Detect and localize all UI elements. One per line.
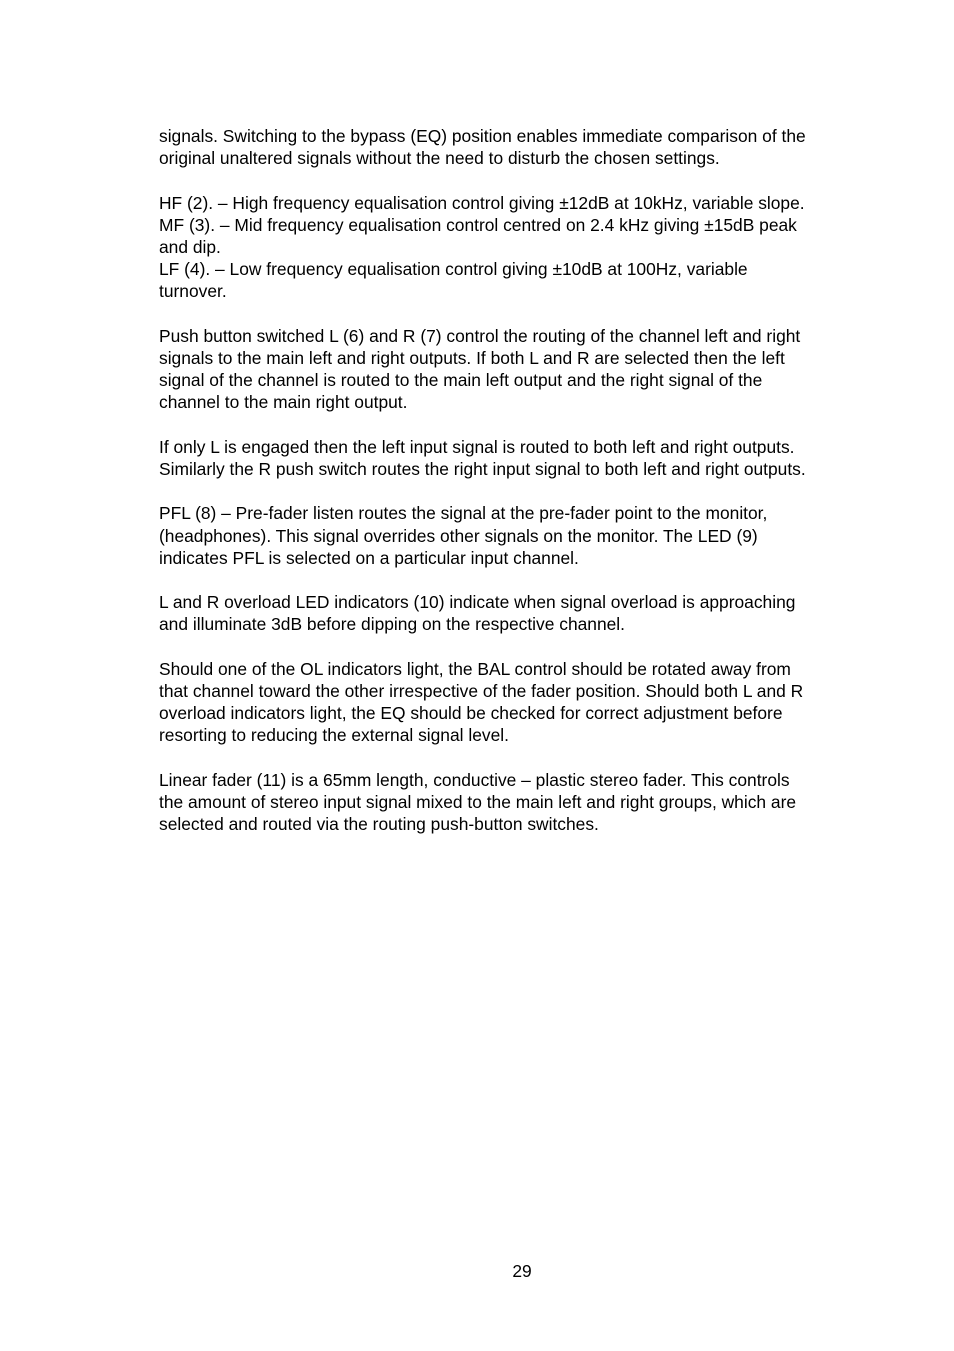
text-line: LF (4). – Low frequency equalisation control giving ±10dB at 100Hz, variable [159, 259, 748, 280]
text-line: Push button switched L (6) and R (7) control the routing of the channel left and right [159, 325, 801, 346]
text-line: If only L is engaged then the left input signal is routed to both left and right outputs. [159, 436, 795, 457]
text-line: MF (3). – Mid frequency equalisation control centred on 2.4 kHz giving ±15dB peak [159, 214, 797, 235]
text-line: Similarly the R push switch routes the right input signal to both left and right outputs. [159, 459, 806, 479]
paragraph-linear-fader [159, 769, 889, 836]
text-line: indicates PFL is selected on a particular input channel. [159, 547, 579, 568]
text-line: PFL (8) – Pre-fader listen routes the signal at the pre-fader point to the monitor, [159, 503, 768, 524]
paragraph-single-routing [159, 436, 889, 480]
text-line: L and R overload LED indicators (10) indicate when signal overload is approaching [159, 592, 796, 613]
page-number: 29 [512, 1261, 532, 1281]
body-text [159, 125, 889, 858]
text-line: and dip. [159, 237, 221, 257]
paragraph-bal-control [159, 658, 889, 747]
text-line: overload indicators light, the EQ should be checked for correct adjustment before [159, 703, 783, 724]
text-line: Should one of the OL indicators light, the BAL control should be rotated away from [159, 658, 791, 679]
text-line: selected and routed via the routing push-button switches. [159, 814, 599, 835]
text-line: channel to the main right output. [159, 392, 408, 413]
paragraph-eq-bypass [159, 125, 889, 169]
text-line: resorting to reducing the external signal level. [159, 725, 509, 746]
text-line: turnover. [159, 281, 227, 302]
text-line: that channel toward the other irrespective of the fader position. Should both L and R [159, 680, 804, 701]
text-line: (headphones). This signal overrides other signals on the monitor. The LED (9) [159, 525, 758, 546]
paragraph-pfl [159, 502, 889, 569]
text-line: original unaltered signals without the need to disturb the chosen settings. [159, 148, 720, 169]
text-line: HF (2). – High frequency equalisation control giving ±12dB at 10kHz, variable slope. [159, 192, 805, 213]
text-line: Linear fader (11) is a 65mm length, conductive – plastic stereo fader. This controls [159, 769, 790, 790]
paragraph-overload-leds [159, 591, 889, 635]
text-line: and illuminate 3dB before dipping on the respective channel. [159, 614, 625, 635]
text-line: signals to the main left and right outputs. If both L and R are selected then the left [159, 348, 785, 368]
paragraph-routing-buttons [159, 325, 889, 414]
text-line: signals. Switching to the bypass (EQ) position enables immediate comparison of the [159, 126, 806, 146]
text-line: signal of the channel is routed to the main left output and the right signal of the [159, 370, 763, 391]
text-line: the amount of stereo input signal mixed to the main left and right groups, which are [159, 791, 797, 812]
paragraph-eq-controls [159, 192, 889, 303]
